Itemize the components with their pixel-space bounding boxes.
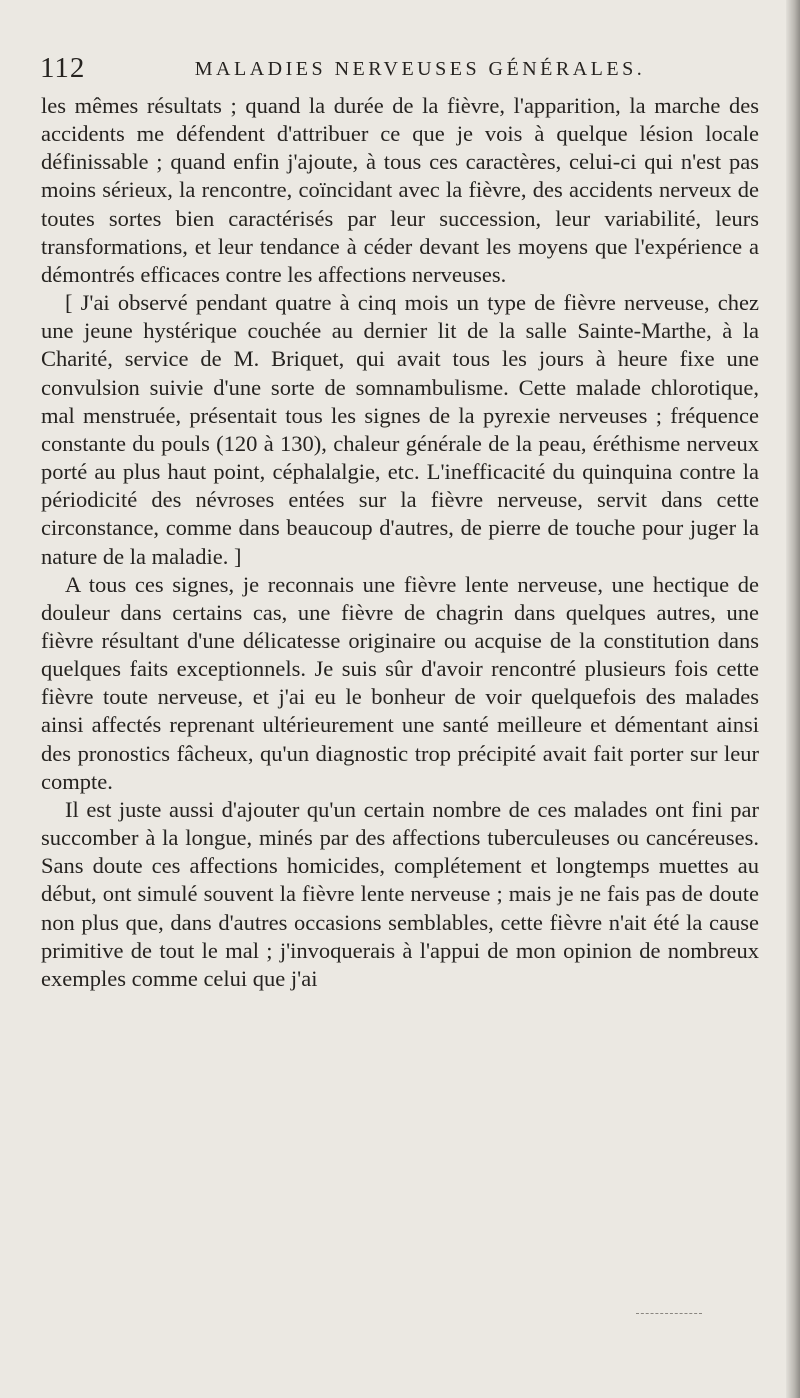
- paragraph-observation: [ J'ai observé pendant quatre à cinq mois un type de fièvre nerveuse, chez une jeune hystérique couchée au dernier lit de la salle Sainte-Marthe, à la Charité, service de M. Briquet, qui avait tous les jours à heure fixe une convulsion suivie d'une sorte de somnambulisme. Cette malade chlorotique, mal menstruée, présentait tous les signes de la pyrexie nerveuses ; fréquence constante du pouls (120 à 130), chaleur générale de la peau, éréthisme nerveux porté au plus haut point, céphalalgie, etc. L'inefficacité du quinquina contre la périodicité des névroses entées sur la fièvre nerveuse, servit dans cette circonstance, comme dans beaucoup d'autres, de pierre de touche pour juger la nature de la maladie. ]: [41, 290, 759, 569]
- page-edge-shadow: [786, 0, 800, 1398]
- page-number: 112: [40, 52, 86, 84]
- paragraph-continuation: les mêmes résultats ; quand la durée de la fièvre, l'apparition, la marche des accidents me défendent d'attribuer ce que je vois à quelque lésion locale définissable ; quand enfin j'ajoute, à tous ces caractères, celui-ci qui n'est pas moins sérieux, la rencontre, coïncidant avec la fièvre, des accidents nerveux de toutes sortes bien caractérisés par leur succession, leur variabilité, leurs transformations, et leur tendance à céder devant les moyens que l'expérience a démontrés efficaces contre les affections nerveuses.: [41, 93, 759, 287]
- body-text: [41, 92, 759, 993]
- paragraph-signs: A tous ces signes, je reconnais une fièvre lente nerveuse, une hectique de douleur dans certains cas, une fièvre de chagrin dans quelques autres, une fièvre résultant d'une délicatesse originaire ou acquise de la constitution dans quelques faits exceptionnels. Je suis sûr d'avoir rencontré plusieurs fois cette fièvre toute nerveuse, et j'ai eu le bonheur de voir quelquefois des malades ainsi affectés reprenant ultérieurement une santé meilleure et démentant ainsi des pronostics fâcheux, qu'un diagnostic trop précipité avait fait porter sur leur compte.: [41, 571, 759, 794]
- page-header: [40, 48, 760, 92]
- running-title: MALADIES NERVEUSES GÉNÉRALES.: [194, 58, 646, 80]
- footer-mark: [636, 1313, 702, 1314]
- paragraph-conclusion: Il est juste aussi d'ajouter qu'un certain nombre de ces malades ont fini par succomber à la longue, minés par des affections tuberculeuses ou cancéreuses. Sans doute ces affections homicides, complétement et longtemps muettes au début, ont simulé souvent la fièvre lente nerveuse ; mais je ne fais pas de doute non plus que, dans d'autres occasions semblables, cette fièvre n'ait été la cause primitive de tout le mal ; j'invoquerais à l'appui de mon opinion de nombreux exemples comme celui que j'ai: [41, 796, 759, 991]
